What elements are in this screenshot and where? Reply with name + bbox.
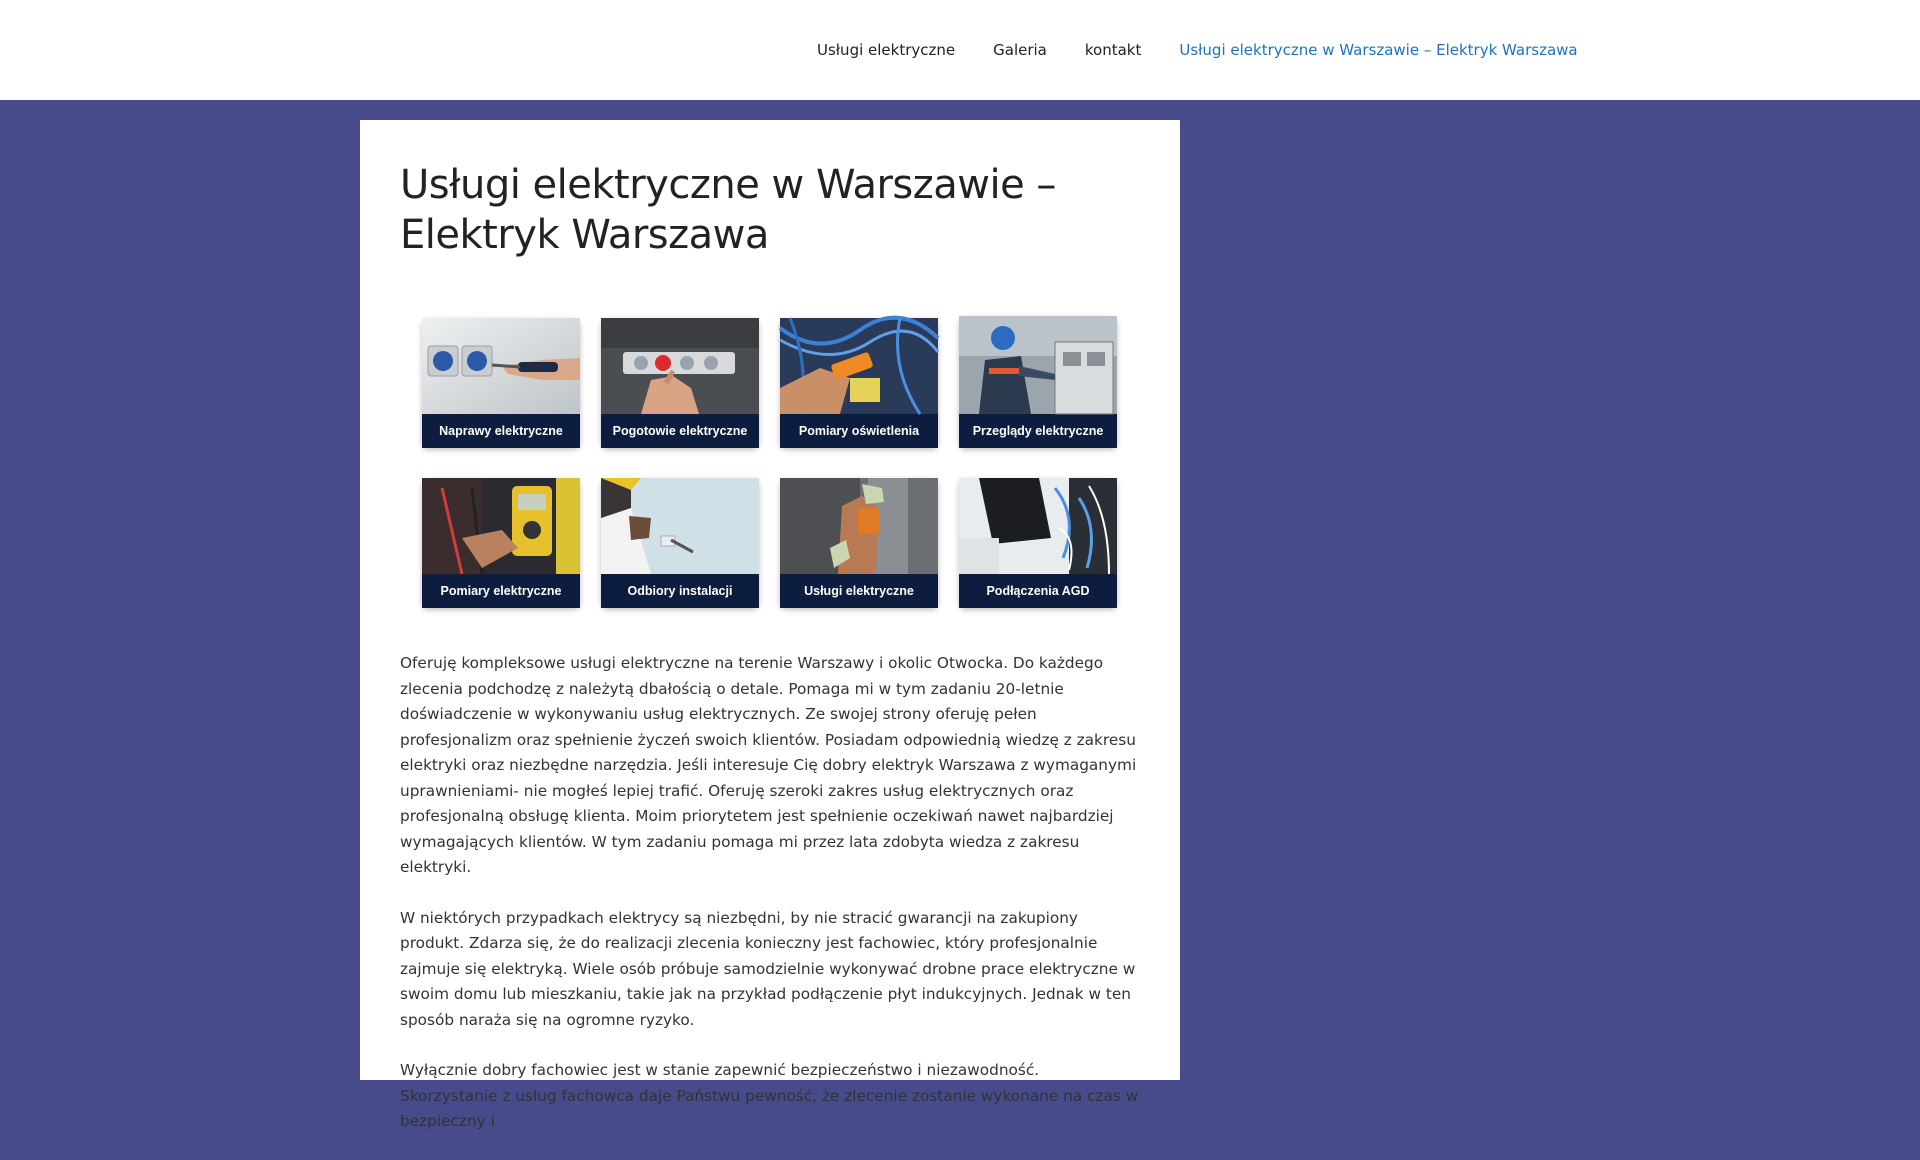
tile-label: Podłączenia AGD	[959, 574, 1117, 608]
tile-label: Pomiary elektryczne	[422, 574, 580, 608]
nav-item-galeria[interactable]: Galeria	[993, 41, 1047, 59]
content-card	[360, 120, 1180, 1130]
socket-repair-photo	[422, 318, 580, 414]
appliance-wiring-photo	[959, 478, 1117, 574]
tile-label: Pogotowie elektryczne	[601, 414, 759, 448]
article-body	[400, 651, 1140, 1160]
service-tile-przeglady[interactable]	[959, 316, 1117, 448]
tile-label: Odbiory instalacji	[601, 574, 759, 608]
nav-item-kontakt[interactable]: kontakt	[1084, 41, 1142, 59]
page-title: Usługi elektryczne w Warszawie – Elektryk Warszawa	[400, 162, 1056, 258]
article-paragraph: Wyłącznie dobry fachowiec jest w stanie zapewnić bezpieczeństwo i niezawodność. Skorzystanie z usług fachowca daje Państwu pewność, że zlecenie zostanie wykonane na czas w bezpieczny i	[400, 1061, 1139, 1130]
main-navigation	[798, 0, 1597, 100]
service-tile-odbiory[interactable]	[601, 478, 759, 608]
meter-hand-photo	[780, 478, 938, 574]
tile-label: Naprawy elektryczne	[422, 414, 580, 448]
nav-item-uslugi-elektryczne[interactable]: Usługi elektryczne	[817, 41, 956, 59]
service-tile-pomiary-elektryczne[interactable]	[422, 478, 580, 608]
service-tile-pomiary-oswietlenia[interactable]	[780, 318, 938, 448]
multimeter-photo	[422, 478, 580, 574]
nav-item-current-page[interactable]: Usługi elektryczne w Warszawie – Elektryk Warszawa	[1179, 41, 1578, 59]
site-header	[0, 0, 1920, 100]
tile-label: Przeglądy elektryczne	[959, 414, 1117, 448]
article-paragraph: Oferuję kompleksowe usługi elektryczne na terenie Warszawy i okolic Otwocka. Do każdego zlecenia podchodzę z należytą dbałością o detale. Pomaga mi w tym zadaniu 20-letnie doświadczenie w wykonywaniu usług elektrycznych. Ze swojej strony oferuję pełen profesjonalizm oraz spełnienie życzeń swoich klientów. Posiadam odpowiednią wiedzę z zakresu elektryki oraz niezbędne narzędzia. Jeśli interesuje Cię dobry elektryk Warszawa z wymaganymi uprawnieniami- nie mogłeś lepiej trafić. Oferuję szeroki zakres usług elektrycznych oraz profesjonalną obsługę klienta. Moim priorytetem jest spełnienie oczekiwań nawet najbardziej wymagających klientów. W tym zadaniu pomaga mi przez lata zdobyta wiedza z zakresu elektryki.	[400, 654, 1137, 876]
electrician-cabinet-photo	[959, 316, 1117, 414]
tile-label: Usługi elektryczne	[780, 574, 938, 608]
emergency-socket-photo	[601, 318, 759, 414]
wires-tester-photo	[780, 318, 938, 414]
article-paragraph: W niektórych przypadkach elektrycy są niezbędni, by nie stracić gwarancji na zakupiony produkt. Zdarza się, że do realizacji zlecenia konieczny jest fachowiec, który profesjonalnie zajmuje się elektryką. Wiele osób próbuje samodzielnie wykonywać drobne prace elektryczne w swoim domu lub mieszkaniu, takie jak na przykład podłączenie płyt indukcyjnych. Jednak w ten sposób naraża się na ogromne ryzyko.	[400, 908, 1136, 1029]
tile-label: Pomiary oświetlenia	[780, 414, 938, 448]
service-tile-podlaczenia-agd[interactable]	[959, 478, 1117, 608]
installation-inspection-photo	[601, 478, 759, 574]
service-tile-naprawy[interactable]	[422, 318, 580, 448]
service-tile-pogotowie[interactable]	[601, 318, 759, 448]
service-tile-uslugi-elektryczne[interactable]	[780, 478, 938, 608]
